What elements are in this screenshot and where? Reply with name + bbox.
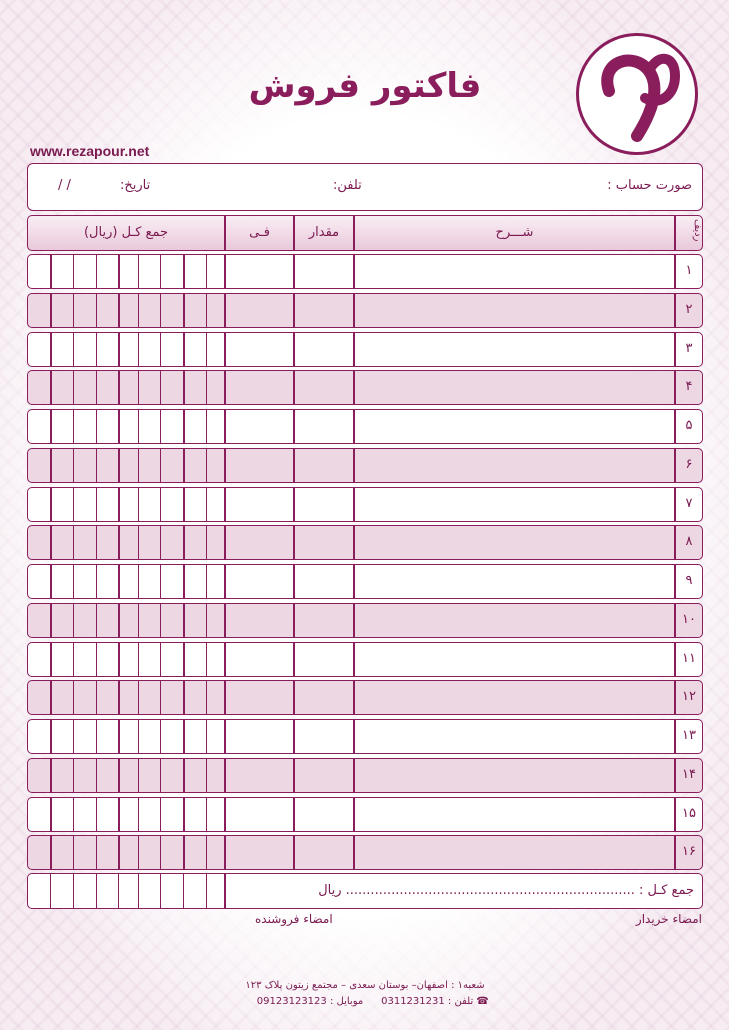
invoice-title: فاکتور فروش [248, 66, 482, 106]
table-row [27, 370, 703, 405]
col-quantity: مقدار [308, 225, 340, 240]
phone-label: تلفن: [333, 178, 362, 193]
row-number: ۱۰ [682, 611, 696, 627]
table-header [27, 215, 703, 251]
row-number: ۳ [685, 340, 693, 356]
row-number: ۲ [685, 301, 693, 317]
row-number: ۱۴ [682, 766, 696, 782]
table-row [27, 680, 703, 715]
invoice-info-box [27, 163, 703, 211]
table-row [27, 293, 703, 328]
website-url: www.rezapour.net [30, 143, 150, 159]
row-number: ۸ [685, 534, 693, 550]
table-row [27, 603, 703, 638]
col-unit-price: فـی [249, 225, 270, 240]
table-row [27, 254, 703, 289]
row-number: ۶ [685, 456, 693, 472]
grand-total-row [27, 873, 703, 909]
row-number: ۱۳ [682, 728, 696, 743]
table-row [27, 487, 703, 522]
logo-mark-icon [579, 36, 695, 152]
table-row [27, 835, 703, 870]
row-number: ۱۲ [682, 689, 696, 705]
footer-phone: ☎ تلفن : 0311231231 [381, 996, 489, 1007]
table-row [27, 525, 703, 560]
table-row [27, 758, 703, 793]
table-row [27, 797, 703, 832]
table-row [27, 448, 703, 483]
row-number: ۹ [685, 573, 693, 588]
row-number: ۱۶ [682, 844, 696, 860]
row-number: ۴ [685, 379, 693, 395]
date-label: تاریخ: [120, 178, 151, 193]
row-number: ۱۵ [682, 805, 696, 821]
table-row [27, 564, 703, 599]
table-row [27, 332, 703, 367]
date-separators: / / [58, 178, 71, 193]
col-row-number: ردیف [692, 219, 703, 242]
row-number: ۱۱ [682, 650, 696, 666]
grand-total-label: جمع کـل : ...................................................................... ریال [318, 883, 694, 898]
col-description: شـــرح [495, 225, 534, 240]
footer-mobile: موبایل : 09123123123 [256, 996, 364, 1007]
account-label: صورت حساب : [607, 178, 692, 193]
footer-address: شعبه۱ : اصفهان– بوستان سعدی – مجتمع زیتون پلاک ۱۲۳ [245, 980, 485, 991]
col-total: جمع کـل (ریال) [83, 225, 169, 240]
table-row [27, 409, 703, 444]
row-number: ۵ [685, 418, 693, 433]
buyer-signature-label: امضاء خریدار [635, 912, 702, 926]
table-row [27, 719, 703, 754]
table-row [27, 642, 703, 677]
seller-signature-label: امضاء فروشنده [255, 912, 333, 926]
row-number: ۱ [685, 263, 693, 278]
logo [576, 33, 698, 155]
row-number: ۷ [685, 495, 693, 511]
